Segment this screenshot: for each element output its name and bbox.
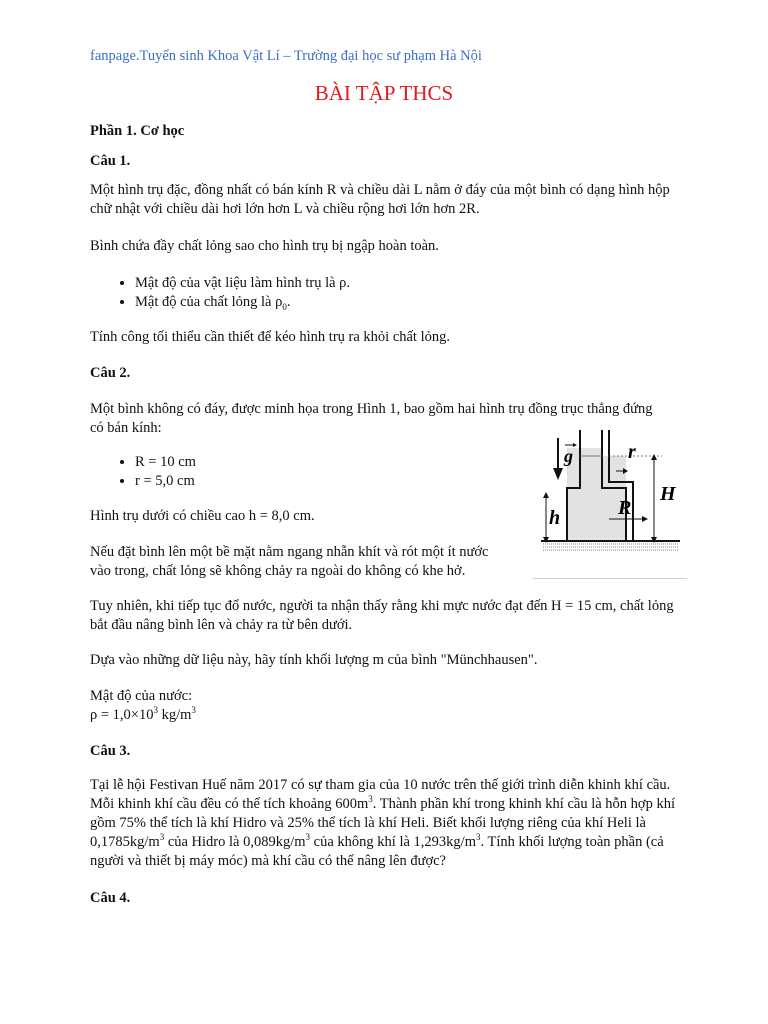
list-item: • r = 5,0 cm xyxy=(135,472,196,491)
svg-text:r: r xyxy=(628,441,636,463)
question-2-paragraph-4: Tuy nhiên, khi tiếp tục đổ nước, người ta nhận thấy rằng khi mực nước đạt đến H = 15 cm, chất lỏng bắt đầu nâng bình lên và chảy ra từ bên dưới. xyxy=(90,598,674,633)
question-4-label: Câu 4. xyxy=(90,890,131,906)
question-3-label: Câu 3. xyxy=(90,743,131,759)
gravity-arrow-icon xyxy=(553,438,563,480)
question-2-paragraph-3-line-1: Nếu đặt bình lên một bề mặt nằm ngang nhẵn khít và rót một ít nước xyxy=(90,544,489,560)
list-item: • Mật độ của vật liệu làm hình trụ là ρ. xyxy=(135,274,350,293)
question-2-label: Câu 2. xyxy=(90,365,131,381)
svg-text:g: g xyxy=(564,446,573,466)
figure-divider xyxy=(533,578,687,579)
question-2-paragraph-5: Dựa vào những dữ liệu này, hãy tính khối lượng m của bình "Münchhausen". xyxy=(90,652,538,668)
question-1-paragraph-1: Một hình trụ đặc, đồng nhất có bán kính R và chiều dài L nằm ở đáy của một bình có dạng hình hộp chữ nhật với chiều dài hơi lớn hơn L và chiều rộng hơi lớn hơn 2R. xyxy=(90,182,670,217)
svg-text:H: H xyxy=(660,483,676,505)
question-1-bullet-list xyxy=(90,274,350,312)
question-2-paragraph-2: Hình trụ dưới có chiều cao h = 8,0 cm. xyxy=(90,508,315,524)
figure-vessel-diagram xyxy=(538,424,682,556)
question-2-paragraph-3-line-2: vào trong, chất lỏng sẽ không chảy ra ngoài do không có khe hở. xyxy=(90,563,466,579)
density-label: Mật độ của nước: xyxy=(90,688,193,704)
svg-text:h: h xyxy=(549,507,561,529)
list-item: • R = 10 cm xyxy=(135,453,196,472)
list-item: • Mật độ của chất lỏng là $\rho_0$. xyxy=(135,293,350,312)
section-heading: Phần 1. Cơ học xyxy=(90,123,185,139)
question-1-label: Câu 1. xyxy=(90,153,131,169)
question-2-bullet-list xyxy=(90,453,196,491)
question-2-paragraph-1-line-2: có bán kính: xyxy=(90,420,162,436)
fanpage-header[interactable]: fanpage.Tuyển sinh Khoa Vật Lí – Trường đại học sư phạm Hà Nội xyxy=(90,48,482,64)
question-1-paragraph-2: Bình chứa đầy chất lỏng sao cho hình trụ bị ngập hoàn toàn. xyxy=(90,238,439,254)
question-2-paragraph-1-line-1: Một bình không có đáy, được minh họa trong Hình 1, bao gồm hai hình trụ đồng trục thẳng đứng xyxy=(90,401,653,417)
page-title: BÀI TẬP THCS xyxy=(314,81,454,105)
svg-text:R: R xyxy=(618,497,632,519)
density-value: $\rho = 1,0\times 10^3$ $kg/m^3$ xyxy=(90,705,196,723)
question-1-paragraph-3: Tính công tối thiểu cần thiết để kéo hình trụ ra khỏi chất lỏng. xyxy=(90,329,450,345)
question-3-paragraph: Tại lễ hội Festivan Huế năm 2017 có sự tham gia của 10 nước trên thế giới trình diễn khinh khí cầu. Mỗi khinh khí cầu đều có thể tích khoảng $600m^3$. Thành phần khí trong khinh khí cầu là hỗn hợp khí gồm 75% thể tích là khí Hidro và 25% thể tích là khí Heli. Biết khối lượng riêng của khí Heli là $0,1785kg/m^3$ của Hidro là $0,089kg/m^3$ của không khí là $1,293kg/m^3$. Tính khối lượng toàn phần (cả người và thiết bị máy móc) mà khí cầu có thể nâng lên được? xyxy=(90,777,675,869)
